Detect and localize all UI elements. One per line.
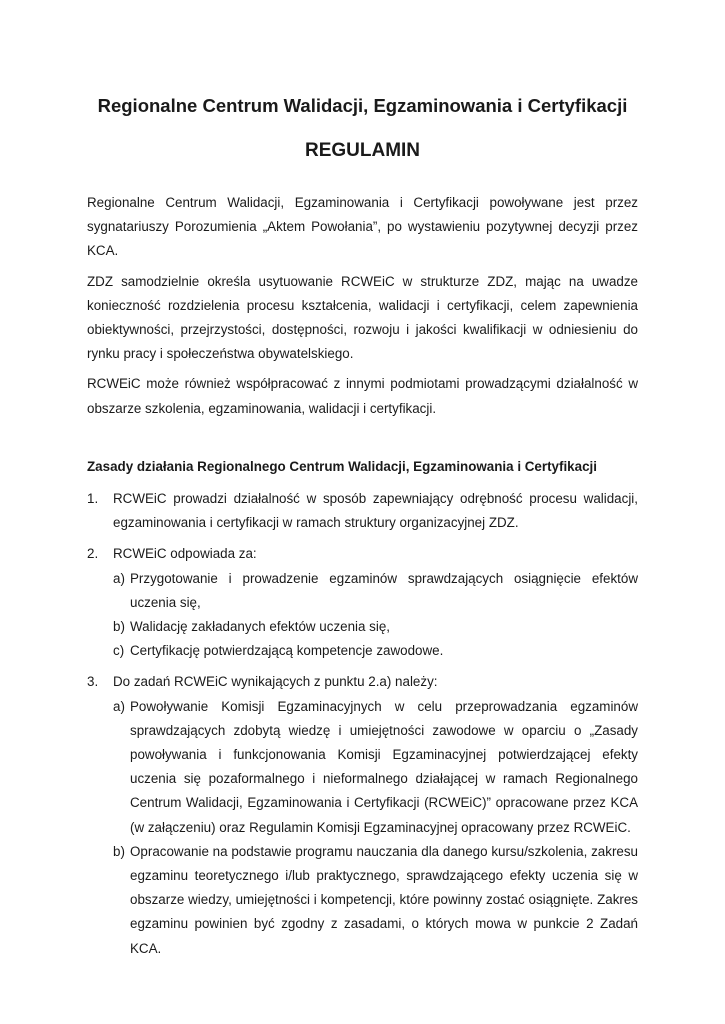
sub-item-text: Opracowanie na podstawie programu nauczania dla danego kursu/szkolenia, zakresu egzaminu teoretycznego i/lub praktycznego, sprawdzającego efekty uczenia się w obszarze wiedzy, umiejętności i kompetencji, które powinny zostać osiągnięte. Zakres egzaminu powinien być zgodny z zasadami, o których mowa w punkcie 2 Zadań KCA.	[130, 843, 638, 956]
rule-item-3	[87, 670, 638, 960]
rule-number: 3.	[87, 674, 99, 690]
rule-number: 1.	[87, 491, 99, 507]
rule-item-1	[87, 487, 638, 535]
sub-item-letter: b)	[113, 843, 125, 859]
sub-list	[113, 695, 638, 961]
rule-item-2	[87, 542, 638, 663]
section-heading: Zasady działania Regionalnego Centrum Walidacji, Egzaminowania i Certyfikacji	[87, 458, 597, 474]
sub-item-letter: b)	[113, 619, 125, 635]
sub-item-text: Przygotowanie i prowadzenie egzaminów sprawdzających osiągnięcie efektów uczenia się,	[130, 570, 638, 610]
rule-text: RCWEiC odpowiada za:	[113, 546, 257, 562]
rule-number: 2.	[87, 546, 99, 562]
sub-item-letter: a)	[113, 698, 125, 714]
sub-item-letter: a)	[113, 570, 125, 586]
sub-item-letter: c)	[113, 643, 125, 659]
rules-list	[87, 487, 638, 961]
document-body	[87, 191, 638, 968]
sub-item-text: Powoływanie Komisji Egzaminacyjnych w celu przeprowadzania egzaminów sprawdzających zdobytą wiedzę i umiejętności zawodowe w oparciu o „Zasady powoływania i funkcjonowania Komisji Egzaminacyjnej potwierdzającej efekty uczenia się pozaformalnego i nieformalnego działającej w ramach Regionalnego Centrum Walidacji, Egzaminowania i Certyfikacji (RCWEiC)” opracowane przez KCA (w załączeniu) oraz Regulamin Komisji Egzaminacyjnej opracowany przez RCWEiC.	[130, 698, 638, 835]
intro-paragraph-2: ZDZ samodzielnie określa usytuowanie RCWEiC w strukturze ZDZ, mając na uwadze konieczność rozdzielenia procesu kształcenia, walidacji i certyfikacji, celem zapewnienia obiektywności, przejrzystości, dostępności, rozwoju i jakości kwalifikacji w odniesieniu do rynku pracy i społeczeństwa obywatelskiego.	[87, 273, 638, 362]
sub-item-text: Certyfikację potwierdzającą kompetencje zawodowe.	[130, 643, 444, 659]
rule-text: Do zadań RCWEiC wynikających z punktu 2.a) należy:	[113, 674, 438, 690]
sub-item	[113, 639, 638, 663]
sub-item	[113, 695, 638, 840]
document-title: Regionalne Centrum Walidacji, Egzaminowania i Certyfikacji	[97, 95, 628, 116]
sub-list	[113, 567, 638, 664]
sub-item	[113, 615, 638, 639]
sub-item	[113, 840, 638, 961]
sub-item-text: Walidację zakładanych efektów uczenia się,	[130, 619, 391, 635]
rule-text: RCWEiC prowadzi działalność w sposób zapewniający odrębność procesu walidacji, egzaminowania i certyfikacji w ramach struktury organizacyjnej ZDZ.	[113, 491, 638, 531]
sub-item	[113, 567, 638, 615]
intro-paragraph-3: RCWEiC może również współpracować z innymi podmiotami prowadzącymi działalność w obszarze szkolenia, egzaminowania, walidacji i certyfikacji.	[87, 376, 638, 416]
intro-paragraph-1: Regionalne Centrum Walidacji, Egzaminowania i Certyfikacji powoływane jest przez sygnatariuszy Porozumienia „Aktem Powołania”, po wystawieniu pozytywnej decyzji przez KCA.	[87, 195, 638, 259]
document-subtitle: REGULAMIN	[304, 140, 421, 161]
